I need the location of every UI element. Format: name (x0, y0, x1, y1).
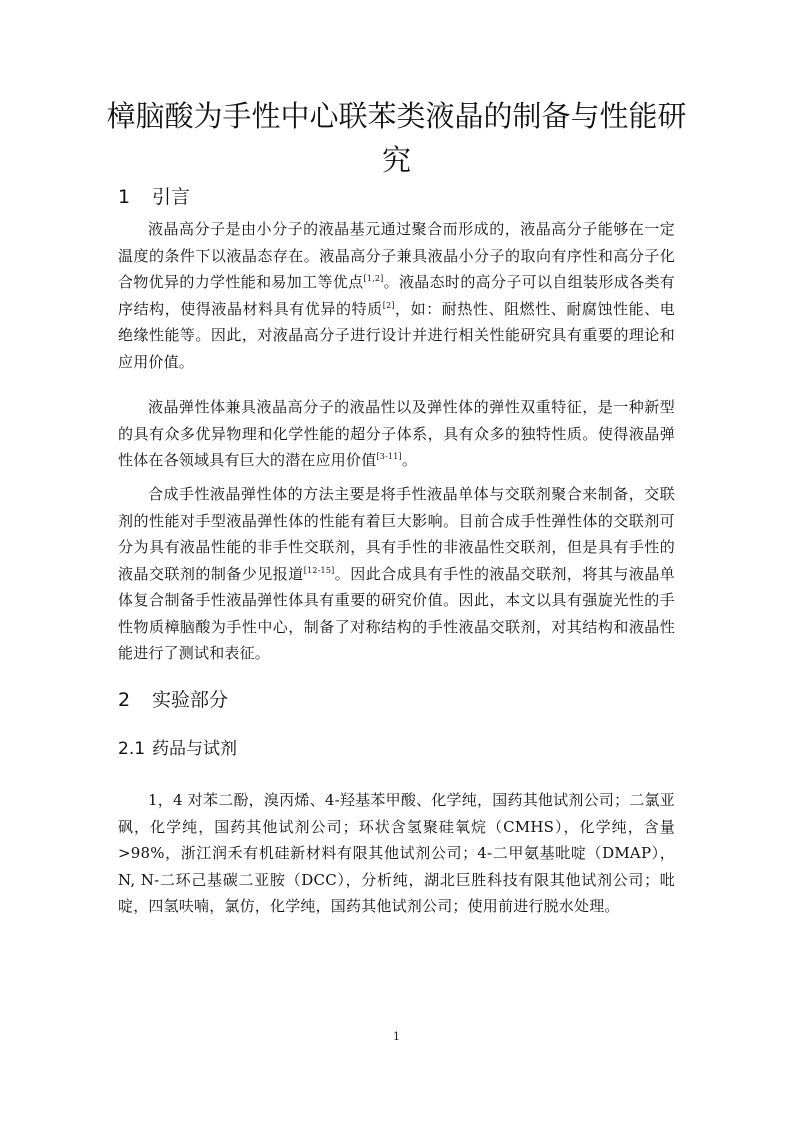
section-2-1-title: 药品与试剂 (152, 739, 237, 759)
citation-ref: [3-11] (376, 452, 402, 461)
paper-title: 樟脑酸为手性中心联苯类液晶的制备与性能研究 (106, 99, 687, 177)
p2-text-a: 液晶弹性体兼具液晶高分子的液晶性以及弹性体的弹性双重特征，是一种新型的具有众多优异物理和化学性能的超分子体系，具有众多的独特性质。使得液晶弹性体在各领域具有巨大的潜在应用价值 (118, 398, 675, 469)
reagents-paragraph: 1，4 对苯二酚，溴丙烯、4-羟基苯甲酸、化学纯，国药其他试剂公司；二氯亚砜，化学纯，国药其他试剂公司；环状含氢聚硅氧烷（CMHS），化学纯，含量>98%，浙江润禾有机硅新材料有限其他试剂公司；4-二甲氨基吡啶（DMAP），N, N-二环己基碳二亚胺（DCC），分析纯，湖北巨胜科技有限其他试剂公司；吡啶，四氢呋喃，氯仿，化学纯，国药其他试剂公司；使用前进行脱水处理。 (118, 791, 675, 915)
citation-ref: [1,2] (363, 274, 384, 283)
section-2-1-number: 2.1 (118, 739, 146, 759)
page-number: 1 (393, 1030, 400, 1043)
p1-text-a: 液晶高分子是由小分子的液晶基元通过聚合而形成的，液晶高分子能够在一定温度的条件下以液晶态存在。液晶高分子兼具液晶小分子的取向有序性和高分子化合物优异的力学性能和易加工等优点 (118, 220, 675, 291)
p3-text-a: 合成手性液晶弹性体的方法主要是将手性液晶单体与交联剂聚合来制备，交联剂的性能对手型液晶弹性体的性能有着巨大影响。目前合成手性弹性体的交联剂可分为具有液晶性能的非手性交联剂，具有手性的非液晶性交联剂，但是具有手性的液晶交联剂的制备少见报道 (118, 485, 675, 583)
section-1-heading (118, 184, 190, 210)
citation-ref: [12-15] (303, 565, 335, 575)
section-1-number: 1 (118, 186, 131, 208)
section-2-heading (118, 687, 228, 713)
p3-text-b: 。因此合成具有手性的液晶交联剂，将其与液晶单体复合制备手性液晶弹性体具有重要的研究价值。因此，本文以具有强旋光性的手性物质樟脑酸为手性中心，制备了对称结构的手性液晶交联剂，对其结构和液晶性能进行了测试和表征。 (118, 564, 675, 662)
p2-text-b: 。 (401, 451, 418, 469)
intro-paragraph-1 (118, 216, 675, 375)
section-2-title: 实验部分 (152, 689, 229, 711)
intro-paragraph-3 (118, 481, 675, 667)
p1-text-c: ，如：耐热性、阻燃性、耐腐蚀性能、电绝缘性能等。因此，对液晶高分子进行设计并进行相关性能研究具有重要的理论和应用价值。 (118, 299, 675, 371)
intro-paragraph-2 (118, 394, 675, 474)
p1-text-b: 。液晶态时的高分子可以自组装形成各类有序结构，使得液晶材料具有优异的特质 (118, 273, 675, 318)
section-2-number: 2 (118, 689, 131, 711)
citation-ref: [2] (382, 300, 395, 310)
section-1-title: 引言 (152, 186, 191, 208)
section-2-1-heading (118, 737, 237, 761)
